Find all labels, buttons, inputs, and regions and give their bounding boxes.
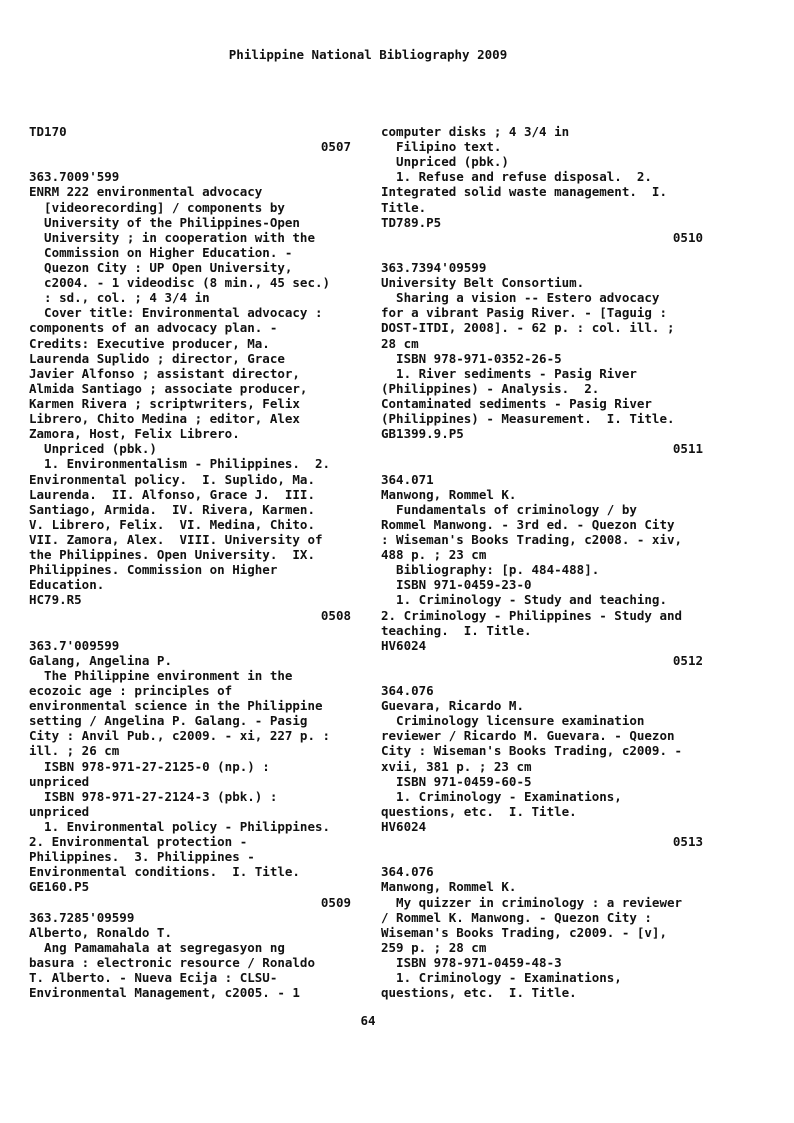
spacer	[381, 668, 703, 683]
entry-line: HC79.R5	[29, 592, 82, 608]
entry-number: 0510	[672, 229, 703, 245]
entry-line: TD170	[29, 124, 67, 139]
entry-line: Filipino text.	[381, 139, 502, 155]
entry-line: Santiago, Armida. IV. Rivera, Karmen.	[29, 501, 315, 517]
entry-line: unpriced	[29, 803, 90, 819]
entry-line: 1. Environmental policy - Philippines.	[29, 819, 331, 835]
entry-line: 28 cm	[381, 335, 419, 351]
entry-line: Credits: Executive producer, Ma.	[29, 335, 270, 351]
entry-line: Alberto, Ronaldo T.	[29, 924, 172, 940]
entry-line: ISBN 978-971-27-2124-3 (pbk.) :	[29, 788, 278, 804]
entry-line: ENRM 222 environmental advocacy	[29, 184, 263, 200]
entry-line: Karmen Rivera ; scriptwriters, Felix	[29, 395, 300, 411]
entry-line: Integrated solid waste management. I.	[381, 184, 667, 200]
entry-line: HV6024	[381, 637, 427, 653]
entry-number: 0507	[320, 139, 351, 155]
entry-line: 363.7394'09599	[381, 259, 487, 275]
entry-line: Quezon City : UP Open University,	[29, 259, 293, 275]
entry-line: [videorecording] / components by	[29, 199, 285, 215]
entry-line: for a vibrant Pasig River. - [Taguig :	[381, 305, 667, 321]
right-column	[381, 124, 703, 1000]
entry-line: : Wiseman's Books Trading, c2008. - xiv,	[381, 531, 683, 547]
entry-line: The Philippine environment in the	[29, 667, 293, 683]
entry-line: xvii, 381 p. ; 23 cm	[381, 758, 532, 774]
spacer	[381, 849, 703, 864]
entry-line: environmental science in the Philippine	[29, 698, 323, 714]
entry-line: ISBN 978-971-0459-48-3	[381, 955, 562, 971]
entry-line: ISBN 971-0459-60-5	[381, 773, 532, 789]
entry-line: Unpriced (pbk.)	[29, 441, 157, 457]
entry-line: (Philippines) - Measurement. I. Title.	[381, 411, 675, 427]
entry-line: Bibliography: [p. 484-488].	[381, 562, 600, 578]
running-header: Philippine National Bibliography 2009	[228, 47, 508, 62]
entry-line: TD789.P5	[381, 214, 442, 230]
entry-line: Manwong, Rommel K.	[381, 879, 517, 895]
entry-line: Contaminated sediments - Pasig River	[381, 395, 652, 411]
entry-line: / Rommel K. Manwong. - Quezon City :	[381, 909, 652, 925]
entry-line: ISBN 978-971-0352-26-5	[381, 350, 562, 366]
entry-line: GB1399.9.P5	[381, 426, 464, 442]
entry-line: Laurenda. II. Alfonso, Grace J. III.	[29, 486, 315, 502]
entry-line: Ang Pamamahala at segregasyon ng	[29, 939, 285, 955]
entry-line: Environmental Management, c2005. - 1	[29, 985, 300, 1001]
entry-line: components of an advocacy plan. -	[29, 320, 278, 336]
entry-line: teaching. I. Title.	[381, 622, 532, 638]
entry-line: University of the Philippines-Open	[29, 214, 300, 230]
entry-line: Manwong, Rommel K.	[381, 486, 517, 502]
entry-line: computer disks ; 4 3/4 in	[381, 124, 570, 139]
page-number: 64	[360, 1013, 376, 1028]
spacer	[381, 456, 703, 471]
entry-line: 363.7'009599	[29, 637, 120, 653]
entry-line: Environmental conditions. I. Title.	[29, 864, 300, 880]
entry-line: 364.071	[381, 471, 434, 487]
entry-line: 1. Criminology - Examinations,	[381, 788, 622, 804]
spacer	[29, 154, 351, 169]
entry-line: University Belt Consortium.	[381, 275, 585, 291]
entry-number: 0512	[672, 652, 703, 668]
entry-line: 2. Criminology - Philippines - Study and	[381, 607, 683, 623]
spacer	[381, 245, 703, 260]
entry-line: 363.7009'599	[29, 169, 120, 185]
entry-line: c2004. - 1 videodisc (8 min., 45 sec.)	[29, 275, 331, 291]
entry-line: Education.	[29, 577, 105, 593]
entry-number: 0511	[672, 441, 703, 457]
entry-line: reviewer / Ricardo M. Guevara. - Quezon	[381, 728, 675, 744]
entry-line: (Philippines) - Analysis. 2.	[381, 380, 600, 396]
entry-line: 1. Criminology - Examinations,	[381, 970, 622, 986]
entry-line: 259 p. ; 28 cm	[381, 939, 487, 955]
entry-line: Commission on Higher Education. -	[29, 244, 293, 260]
entry-line: 1. River sediments - Pasig River	[381, 365, 637, 381]
entry-line: Philippines. Commission on Higher	[29, 562, 278, 578]
entry-line: University ; in cooperation with the	[29, 229, 315, 245]
entry-line: City : Wiseman's Books Trading, c2009. -	[381, 743, 683, 759]
entry-line: basura : electronic resource / Ronaldo	[29, 955, 315, 971]
entry-line: Environmental policy. I. Suplido, Ma.	[29, 471, 315, 487]
entry-line: T. Alberto. - Nueva Ecija : CLSU-	[29, 970, 278, 986]
entry-line: VII. Zamora, Alex. VIII. University of	[29, 531, 323, 547]
entry-line: Galang, Angelina P.	[29, 652, 172, 668]
entry-line: 1. Refuse and refuse disposal. 2.	[381, 169, 652, 185]
entry-line: Unpriced (pbk.)	[381, 154, 509, 170]
entry-line: Cover title: Environmental advocacy :	[29, 305, 323, 321]
entry-line: DOST-ITDI, 2008]. - 62 p. : col. ill. ;	[381, 320, 675, 336]
entry-number: 0508	[320, 607, 351, 623]
entry-line: 364.076	[381, 864, 434, 880]
entry-number: 0509	[320, 894, 351, 910]
entry-line: Fundamentals of criminology / by	[381, 501, 637, 517]
entry-line: Guevara, Ricardo M.	[381, 698, 524, 714]
entry-line: 2. Environmental protection -	[29, 834, 248, 850]
entry-line: ISBN 978-971-27-2125-0 (np.) :	[29, 758, 270, 774]
entry-line: GE160.P5	[29, 879, 90, 895]
entry-line: HV6024	[381, 819, 427, 835]
entry-line: Laurenda Suplido ; director, Grace	[29, 350, 285, 366]
entry-line: Title.	[381, 199, 427, 215]
entry-line: 1. Environmentalism - Philippines. 2.	[29, 456, 331, 472]
entry-line: setting / Angelina P. Galang. - Pasig	[29, 713, 308, 729]
entry-line: Almida Santiago ; associate producer,	[29, 380, 308, 396]
entry-line: ecozoic age : principles of	[29, 683, 233, 699]
entry-line: Sharing a vision -- Estero advocacy	[381, 290, 660, 306]
spacer	[29, 623, 351, 638]
entry-line: Philippines. 3. Philippines -	[29, 849, 255, 865]
entry-line: questions, etc. I. Title.	[381, 985, 577, 1001]
entry-line: V. Librero, Felix. VI. Medina, Chito.	[29, 516, 315, 532]
left-column	[29, 124, 351, 1000]
entry-line: Wiseman's Books Trading, c2009. - [v],	[381, 924, 667, 940]
entry-line: unpriced	[29, 773, 90, 789]
entry-line: Rommel Manwong. - 3rd ed. - Quezon City	[381, 516, 675, 532]
entry-line: Criminology licensure examination	[381, 713, 645, 729]
entry-line: City : Anvil Pub., c2009. - xi, 227 p. :	[29, 728, 331, 744]
entry-line: : sd., col. ; 4 3/4 in	[29, 290, 210, 306]
entry-line: 363.7285'09599	[29, 909, 135, 925]
entry-number: 0513	[672, 834, 703, 850]
entry-line: My quizzer in criminology : a reviewer	[381, 894, 683, 910]
entry-line: questions, etc. I. Title.	[381, 803, 577, 819]
entry-line: ill. ; 26 cm	[29, 743, 120, 759]
entry-line: ISBN 971-0459-23-0	[381, 577, 532, 593]
entry-line: 364.076	[381, 683, 434, 699]
entry-line: 488 p. ; 23 cm	[381, 547, 487, 563]
entry-line: Librero, Chito Medina ; editor, Alex	[29, 411, 300, 427]
entry-line: Zamora, Host, Felix Librero.	[29, 426, 240, 442]
entry-line: 1. Criminology - Study and teaching.	[381, 592, 667, 608]
entry-line: Javier Alfonso ; assistant director,	[29, 365, 300, 381]
entry-line: the Philippines. Open University. IX.	[29, 547, 315, 563]
